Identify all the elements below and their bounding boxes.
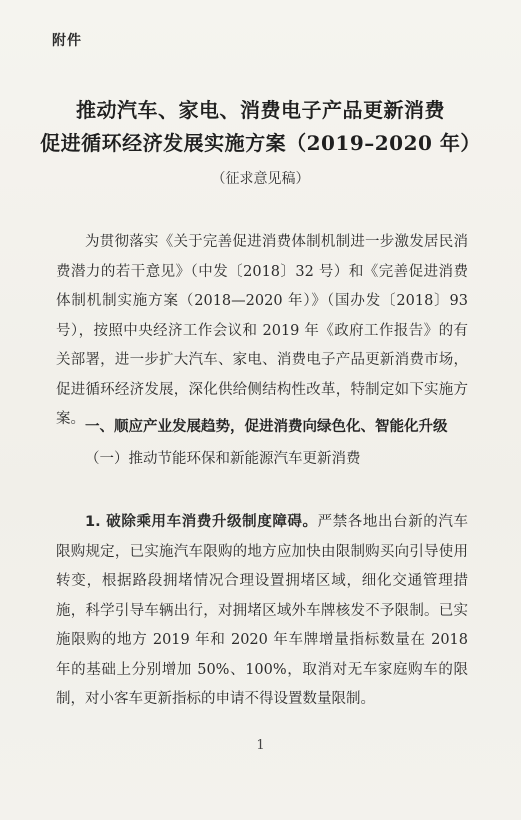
subsection-heading-1: （一）推动节能环保和新能源汽车更新消费 [85, 451, 361, 467]
item-1-section [56, 508, 468, 715]
document-title [40, 94, 481, 160]
item-1-text: 严禁各地出台新的汽车限购规定，已实施汽车限购的地方应加快由限制购买向引导使用转变，根据路段拥堵情况合理设置拥堵区域，细化交通管理措施，科学引导车辆出行，对拥堵区域外车牌核发不予限制。已实施限购的地方 2019 年和 2020 年车牌增量指标数量在 2018 年的基础上分别增加 50%、100%，取消对无车家庭购车的限制，对小客车更新指标的申请不得设置数量限制。 [56, 514, 468, 707]
intro-section [56, 228, 468, 435]
document-subtitle: （征求意见稿） [211, 171, 310, 187]
intro-paragraph: 为贯彻落实《关于完善促进消费体制机制进一步激发居民消费潜力的若干意见》（中发〔2018〕32 号）和《完善促进消费体制机制实施方案（2018—2020 年）》（国办发〔2018〕93 号），按照中央经济工作会议和 2019 年《政府工作报告》的有关部署，进一步扩大汽车、家电、消费电子产品更新消费市场，促进循环经济发展，深化供给侧结构性改革，特制定如下实施方案。 [56, 234, 468, 427]
item-1-paragraph [56, 508, 468, 715]
title-line-1: 推动汽车、家电、消费电子产品更新消费 [76, 98, 445, 122]
attachment-label: 附件 [52, 33, 82, 49]
title-line-2: 促进循环经济发展实施方案（2019–2020 年） [40, 131, 481, 155]
page-number: 1 [256, 738, 265, 753]
section-heading-1: 一、顺应产业发展趋势，促进消费向绿色化、智能化升级 [85, 419, 448, 435]
item-1-lead: 1. 破除乘用车消费升级制度障碍。 [85, 514, 318, 530]
